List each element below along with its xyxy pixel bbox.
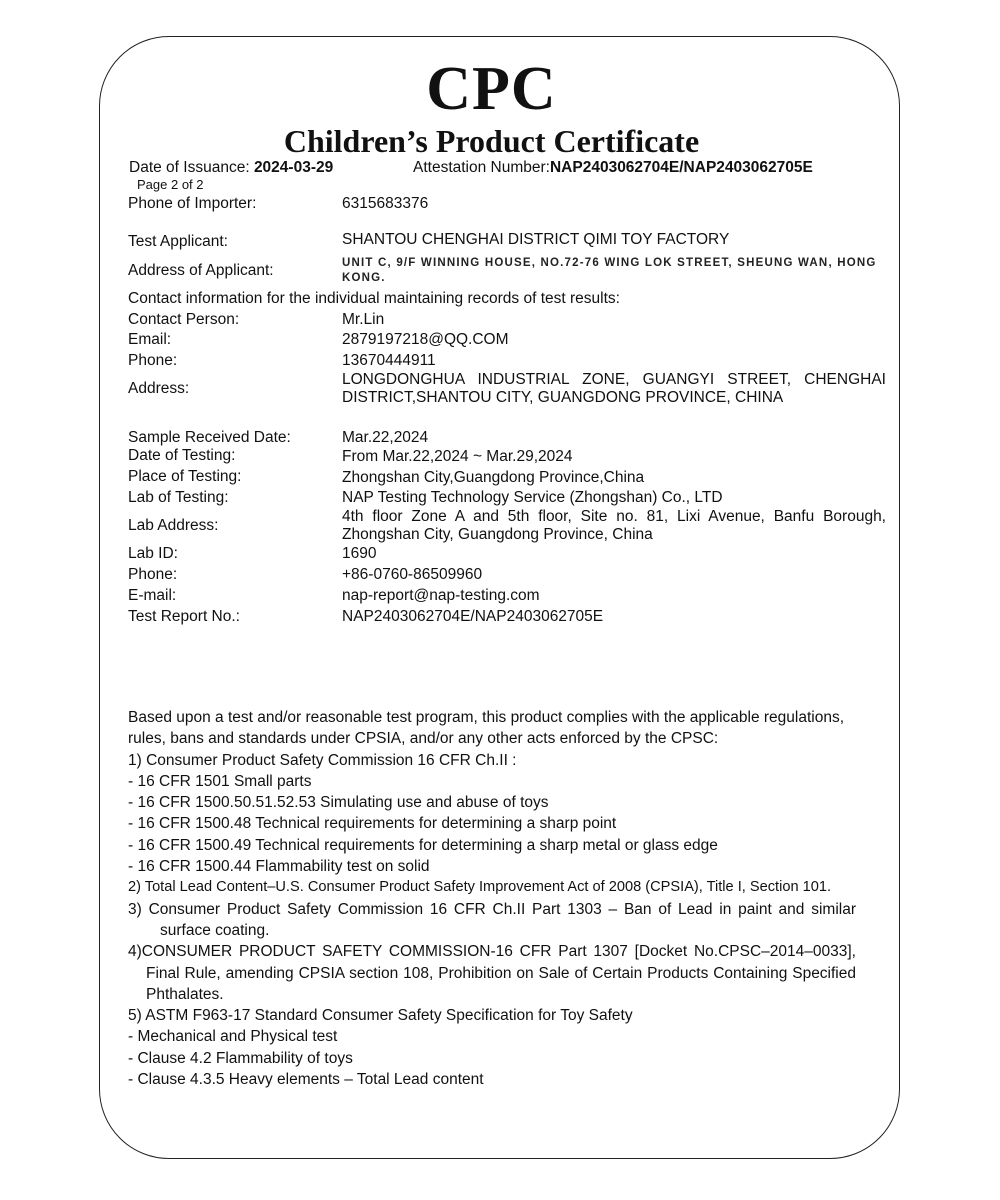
certificate-subtitle: Children’s Product Certificate [283,123,700,159]
certificate-title: CPC [426,55,557,123]
applicant-address-label: Address of Applicant: [128,262,274,279]
date-testing-label: Date of Testing: [128,447,236,464]
compliance-intro: Based upon a test and/or reasonable test program, this product complies with the applicable regulations, rules, bans and standards under CPSIA, and/or any other acts enforced by the CPSC: [128,709,845,748]
compliance-line: - 16 CFR 1500.50.51.52.53 Simulating use and abuse of toys [128,794,549,812]
date-testing-value: From Mar.22,2024 ~ Mar.29,2024 [342,448,573,465]
lab-phone-label: Phone: [128,566,178,583]
applicant-address-value: UNIT C, 9/F WINNING HOUSE, NO.72-76 WING LOK STREET, SHEUNG WAN, HONG KONG. [342,257,877,284]
phone-value: 13670444911 [342,352,436,369]
contact-person-label: Contact Person: [128,311,240,328]
sample-received-label: Sample Received Date: [128,429,291,446]
compliance-line: - 16 CFR 1500.48 Technical requirements for determining a sharp point [128,815,617,833]
lab-id-label: Lab ID: [128,545,178,562]
lab-phone-value: +86-0760-86509960 [342,566,483,583]
attestation-line [413,159,813,177]
lab-email-value: nap-report@nap-testing.com [342,587,540,604]
place-testing-label: Place of Testing: [128,468,242,485]
compliance-statement [128,707,856,1090]
compliance-line: - Mechanical and Physical test [128,1028,338,1046]
place-testing-value: Zhongshan City,Guangdong Province,China [342,469,645,486]
compliance-line: 4)CONSUMER PRODUCT SAFETY COMMISSION-16 CFR Part 1307 [Docket No.CPSC–2014–0033], Final Rule, amending CPSIA section 108, Prohibition on Sale of Certain Products Containing Specified Phthalates. [128,943,856,1003]
lab-testing-label: Lab of Testing: [128,489,229,506]
lab-address-label: Lab Address: [128,517,219,534]
issuance-date-line [129,159,333,177]
compliance-line: - Clause 4.3.5 Heavy elements – Total Lead content [128,1071,484,1089]
contact-person-value: Mr.Lin [342,311,385,328]
issuance-label: Date of Issuance: [129,159,254,176]
lab-address-value: 4th floor Zone A and 5th floor, Site no. 81, Lixi Avenue, Banfu Borough, Zhongshan City, Guangdong Province, China [342,508,886,543]
compliance-line: - 16 CFR 1500.49 Technical requirements for determining a sharp metal or glass edge [128,836,718,854]
lab-email-label: E-mail: [128,587,177,604]
phone-importer-value: 6315683376 [342,195,429,212]
test-applicant-value: SHANTOU CHENGHAI DISTRICT QIMI TOY FACTORY [342,231,730,248]
phone-label: Phone: [128,352,178,369]
address-label: Address: [128,380,190,397]
page-number: Page 2 of 2 [137,177,204,192]
compliance-line: 3) Consumer Product Safety Commission 16 CFR Ch.II Part 1303 – Ban of Lead in paint and similar surface coating. [128,900,856,939]
report-no-value: NAP2403062704E/NAP2403062705E [342,608,604,625]
email-label: Email: [128,331,172,348]
phone-importer-label: Phone of Importer: [128,195,257,212]
address-value: LONGDONGHUA INDUSTRIAL ZONE, GUANGYI STREET, CHENGHAI DISTRICT,SHANTOU CITY, GUANGDONG PROVINCE, CHINA [342,371,886,406]
email-value: 2879197218@QQ.COM [342,331,509,348]
attestation-label: Attestation Number: [413,159,550,176]
compliance-line: - 16 CFR 1500.44 Flammability test on solid [128,858,430,876]
compliance-line: - 16 CFR 1501 Small parts [128,772,312,790]
compliance-line: - Clause 4.2 Flammability of toys [128,1049,353,1067]
report-no-label: Test Report No.: [128,608,240,625]
compliance-line: 2) Total Lead Content–U.S. Consumer Product Safety Improvement Act of 2008 (CPSIA), Title I, Section 101. [128,879,832,896]
lab-id-value: 1690 [342,545,377,562]
lab-testing-value: NAP Testing Technology Service (Zhongshan) Co., LTD [342,489,723,506]
compliance-line: 1) Consumer Product Safety Commission 16 CFR Ch.II : [128,751,517,769]
compliance-line: 5) ASTM F963-17 Standard Consumer Safety Specification for Toy Safety [128,1007,633,1025]
attestation-number: NAP2403062704E/NAP2403062705E [549,159,813,176]
issuance-date: 2024-03-29 [253,159,334,176]
test-applicant-label: Test Applicant: [128,233,228,250]
contact-info-note: Contact information for the individual maintaining records of test results: [128,290,620,307]
sample-received-value: Mar.22,2024 [342,429,429,446]
